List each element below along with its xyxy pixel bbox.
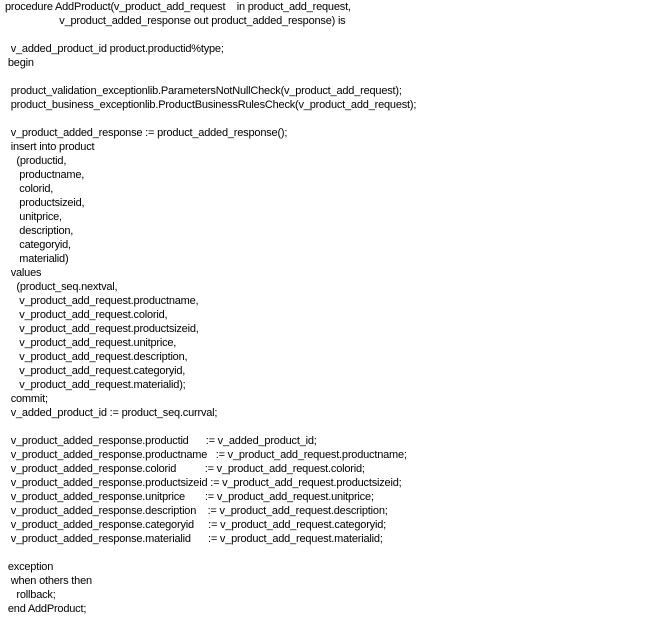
code-line: (productid, [5,155,67,167]
code-line: v_product_add_request.materialid); [5,379,186,391]
code-line: (product_seq.nextval, [5,281,118,293]
code-line: v_product_added_response.productsizeid := v_product_add_request.productsizeid; [5,477,402,489]
code-line [5,112,416,126]
code-line: v_product_added_response.productid := v_added_product_id; [5,435,317,447]
code-line: values [5,267,42,279]
code-line: categoryid, [5,239,71,251]
code-line: v_product_added_response.description := v_product_add_request.description; [5,505,388,517]
code-line: procedure AddProduct(v_product_add_request in product_add_request, [5,1,351,13]
code-line: rollback; [5,589,56,601]
code-line: v_product_add_request.productname, [5,295,199,307]
code-listing [5,0,416,616]
code-line: materialid) [5,253,69,265]
code-line: v_product_add_request.unitprice, [5,337,177,349]
code-line: description, [5,225,74,237]
code-line: v_product_add_request.productsizeid, [5,323,199,335]
code-line: v_product_add_request.colorid, [5,309,168,321]
code-line: v_product_added_response.categoryid := v_product_add_request.categoryid; [5,519,386,531]
code-line: v_product_add_request.description, [5,351,188,363]
code-line: product_business_exceptionlib.ProductBusinessRulesCheck(v_product_add_request); [5,99,417,111]
code-line: v_product_added_response.colorid := v_product_add_request.colorid; [5,463,365,475]
code-line [5,70,416,84]
code-line: v_added_product_id product.productid%type; [5,43,224,55]
code-line: when others then [5,575,92,587]
code-line: insert into product [5,141,95,153]
code-line: v_product_add_request.categoryid, [5,365,186,377]
code-line: exception [5,561,54,573]
code-line: v_product_added_response.unitprice := v_product_add_request.unitprice; [5,491,374,503]
code-line: colorid, [5,183,54,195]
code-line: end AddProduct; [5,603,87,615]
code-line [5,28,416,42]
code-line: v_product_added_response := product_added_response(); [5,127,288,139]
code-line: unitprice, [5,211,62,223]
code-line [5,420,416,434]
code-line: begin [5,57,34,69]
code-line: v_product_added_response out product_added_response) is [5,15,346,27]
code-line: commit; [5,393,48,405]
code-line: v_added_product_id := product_seq.currval; [5,407,218,419]
code-line: v_product_added_response.productname := v_product_add_request.productname; [5,449,407,461]
code-line: productsizeid, [5,197,85,209]
code-line: productname, [5,169,85,181]
code-line: v_product_added_response.materialid := v_product_add_request.materialid; [5,533,383,545]
code-line: product_validation_exceptionlib.ParametersNotNullCheck(v_product_add_request); [5,85,402,97]
code-line [5,546,416,560]
